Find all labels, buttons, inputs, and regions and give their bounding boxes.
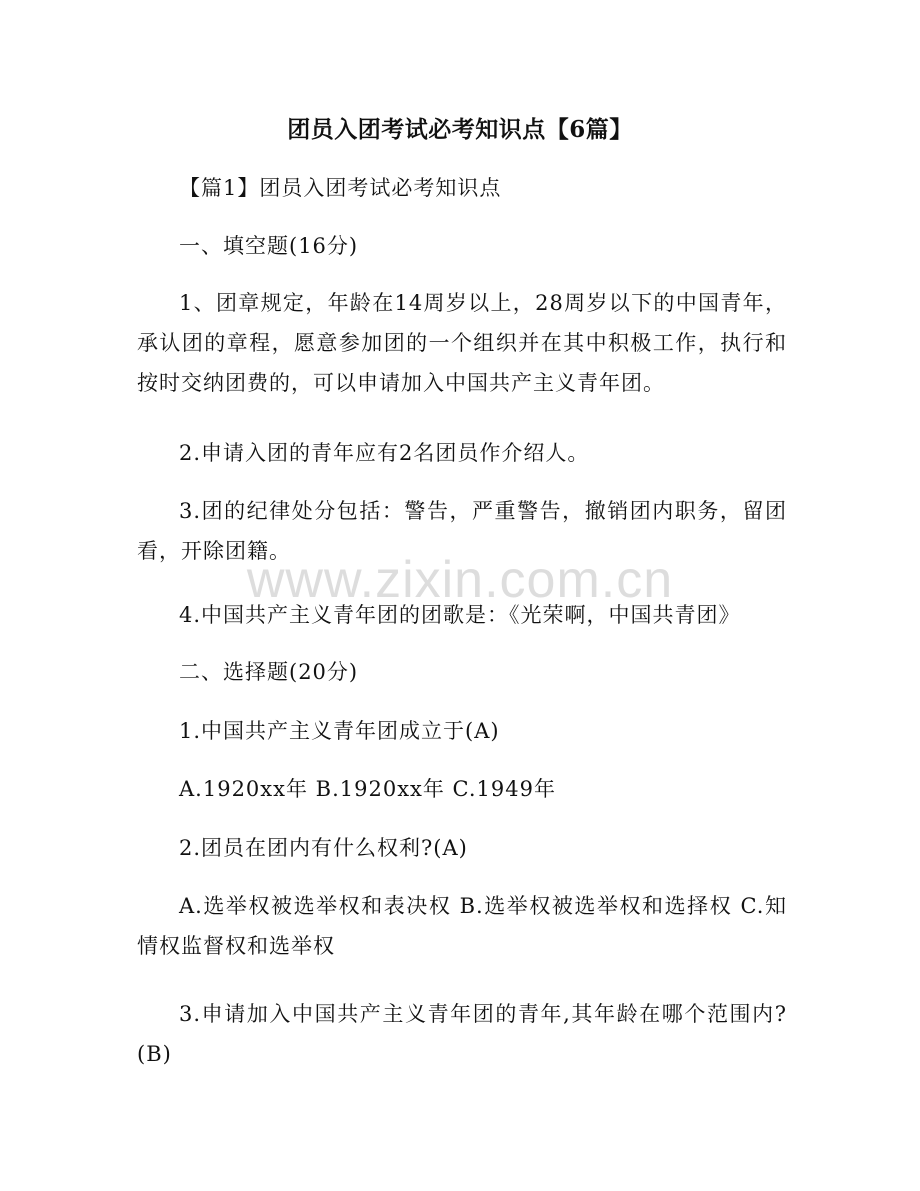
paragraph: A.1920xx年 B.1920xx年 C.1949年 [179, 777, 556, 801]
paragraph: A.选举权被选举权和表决权 B.选举权被选举权和选择权 C.知情权监督权和选举权 [137, 894, 787, 958]
paragraph: 4.中国共产主义青年团的团歌是：《光荣啊，中国共青团》 [179, 603, 741, 627]
watermark: www.zixin.com.cn [246, 551, 674, 609]
paragraph: 1.中国共产主义青年团成立于(A) [179, 719, 500, 743]
paragraph: 3.申请加入中国共产主义青年团的青年,其年龄在哪个范围内?(B) [137, 1002, 787, 1066]
paragraph: 2.申请入团的青年应有2名团员作介绍人。 [179, 441, 590, 465]
choice-heading: 二、选择题(20分) [179, 660, 359, 684]
document-title: 团员入团考试必考知识点【6篇】 [287, 116, 633, 143]
paragraph: 1、团章规定，年龄在14周岁以上，28周岁以下的中国青年，承认团的章程，愿意参加团的一个组织并在其中积极工作，执行和按时交纳团费的，可以申请加入中国共产主义青年团。 [137, 291, 787, 395]
section-heading: 【篇1】团员入团考试必考知识点 [179, 176, 502, 200]
paragraph: 2.团员在团内有什么权利?(A) [179, 836, 468, 860]
paragraph: 3.团的纪律处分包括：警告，严重警告，撤销团内职务，留团看，开除团籍。 [137, 499, 787, 563]
fill-blank-heading: 一、填空题(16分) [179, 234, 359, 258]
